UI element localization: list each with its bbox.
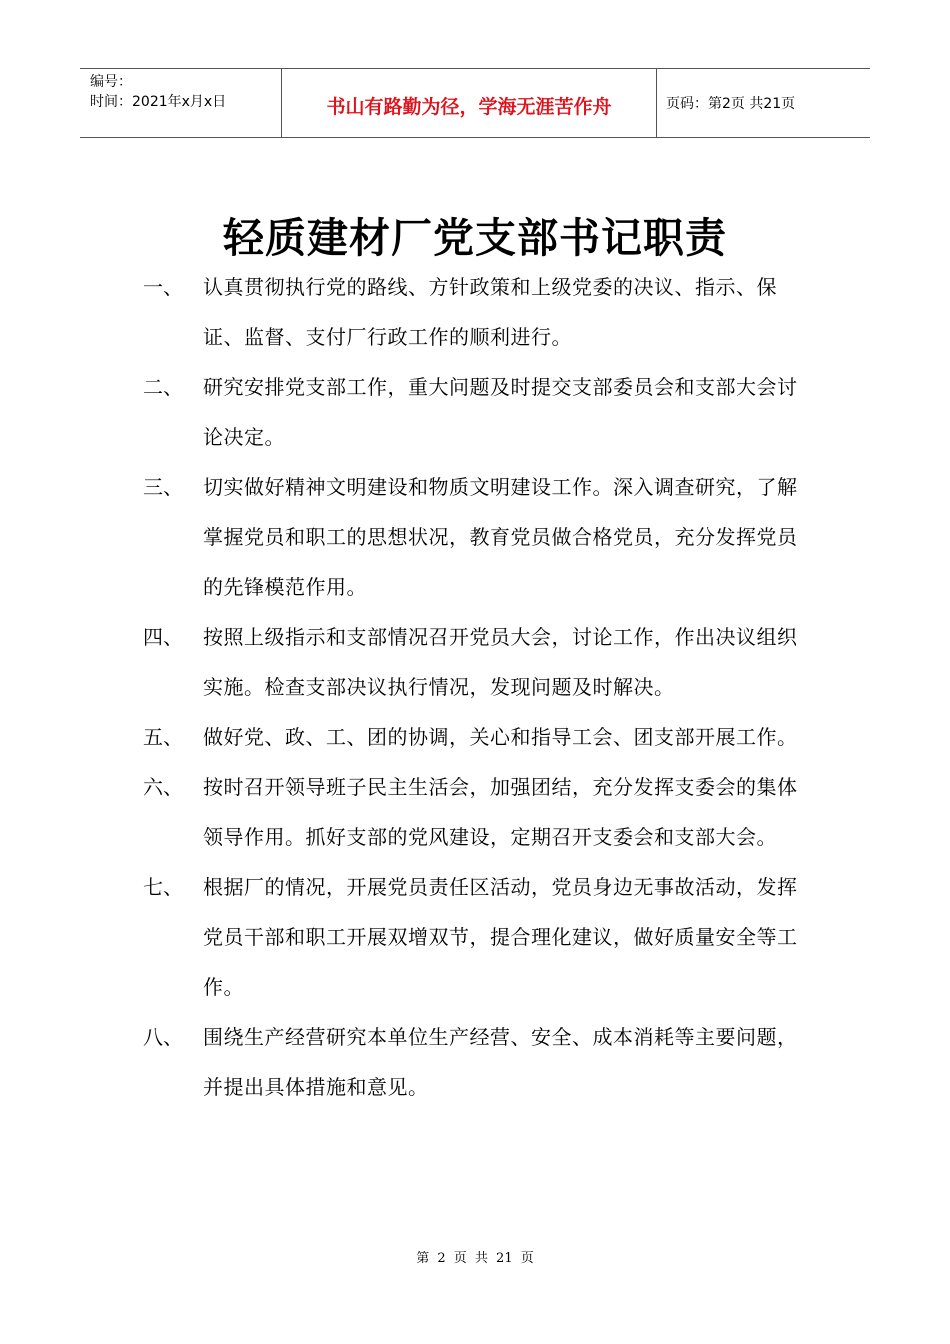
item-text: 认真贯彻执行党的路线、方针政策和上级党委的决议、指示、保证、监督、支付厂行政工作的顺利进行。 (203, 275, 777, 349)
item-text: 做好党、政、工、团的协调，关心和指导工会、团支部开展工作。 (203, 725, 798, 749)
list-item (143, 712, 823, 762)
list-item (143, 262, 823, 362)
list-item (143, 862, 823, 1012)
item-number: 四、 (143, 625, 183, 649)
list-item (143, 762, 823, 862)
item-text: 围绕生产经营研究本单位生产经营、安全、成本消耗等主要问题，并提出具体措施和意见。 (203, 1025, 798, 1099)
item-text: 切实做好精神文明建设和物质文明建设工作。深入调查研究，了解掌握党员和职工的思想状况，教育党员做合格党员，充分发挥党员的先锋模范作用。 (203, 475, 798, 599)
item-number: 五、 (143, 725, 183, 749)
item-number: 二、 (143, 375, 183, 399)
item-text: 按照上级指示和支部情况召开党员大会，讨论工作，作出决议组织实施。检查支部决议执行情况，发现问题及时解决。 (203, 625, 798, 699)
item-number: 一、 (143, 275, 183, 299)
number-label: 编号： (90, 74, 132, 90)
item-text: 根据厂的情况，开展党员责任区活动，党员身边无事故活动，发挥党员干部和职工开展双增双节，提合理化建议，做好质量安全等工作。 (203, 875, 798, 999)
item-number: 六、 (143, 775, 183, 799)
header-motto-cell (281, 69, 657, 137)
header-info-cell (80, 69, 281, 137)
motto: 书山有路勤为径，学海无涯苦作舟 (326, 95, 612, 118)
date-label: 时间：2021年x月x日 (90, 94, 227, 110)
item-number: 七、 (143, 875, 183, 899)
page-label: 页码：第2页 共21页 (666, 96, 796, 112)
page-title: 轻质建材厂党支部书记职责 (223, 214, 727, 262)
item-text: 研究安排党支部工作，重大问题及时提交支部委员会和支部大会讨论决定。 (203, 375, 798, 449)
page-footer: 第 2 页 共 21 页 (416, 1251, 534, 1266)
item-number: 三、 (143, 475, 183, 499)
header-table (80, 68, 870, 138)
list-item (143, 462, 823, 612)
list-item (143, 362, 823, 462)
item-text: 按时召开领导班子民主生活会，加强团结，充分发挥支委会的集体领导作用。抓好支部的党风建设，定期召开支委会和支部大会。 (203, 775, 798, 849)
list-item (143, 1012, 823, 1112)
item-number: 八、 (143, 1025, 183, 1049)
header-page-cell (657, 69, 870, 137)
duty-list (143, 262, 823, 1112)
list-item (143, 612, 823, 712)
